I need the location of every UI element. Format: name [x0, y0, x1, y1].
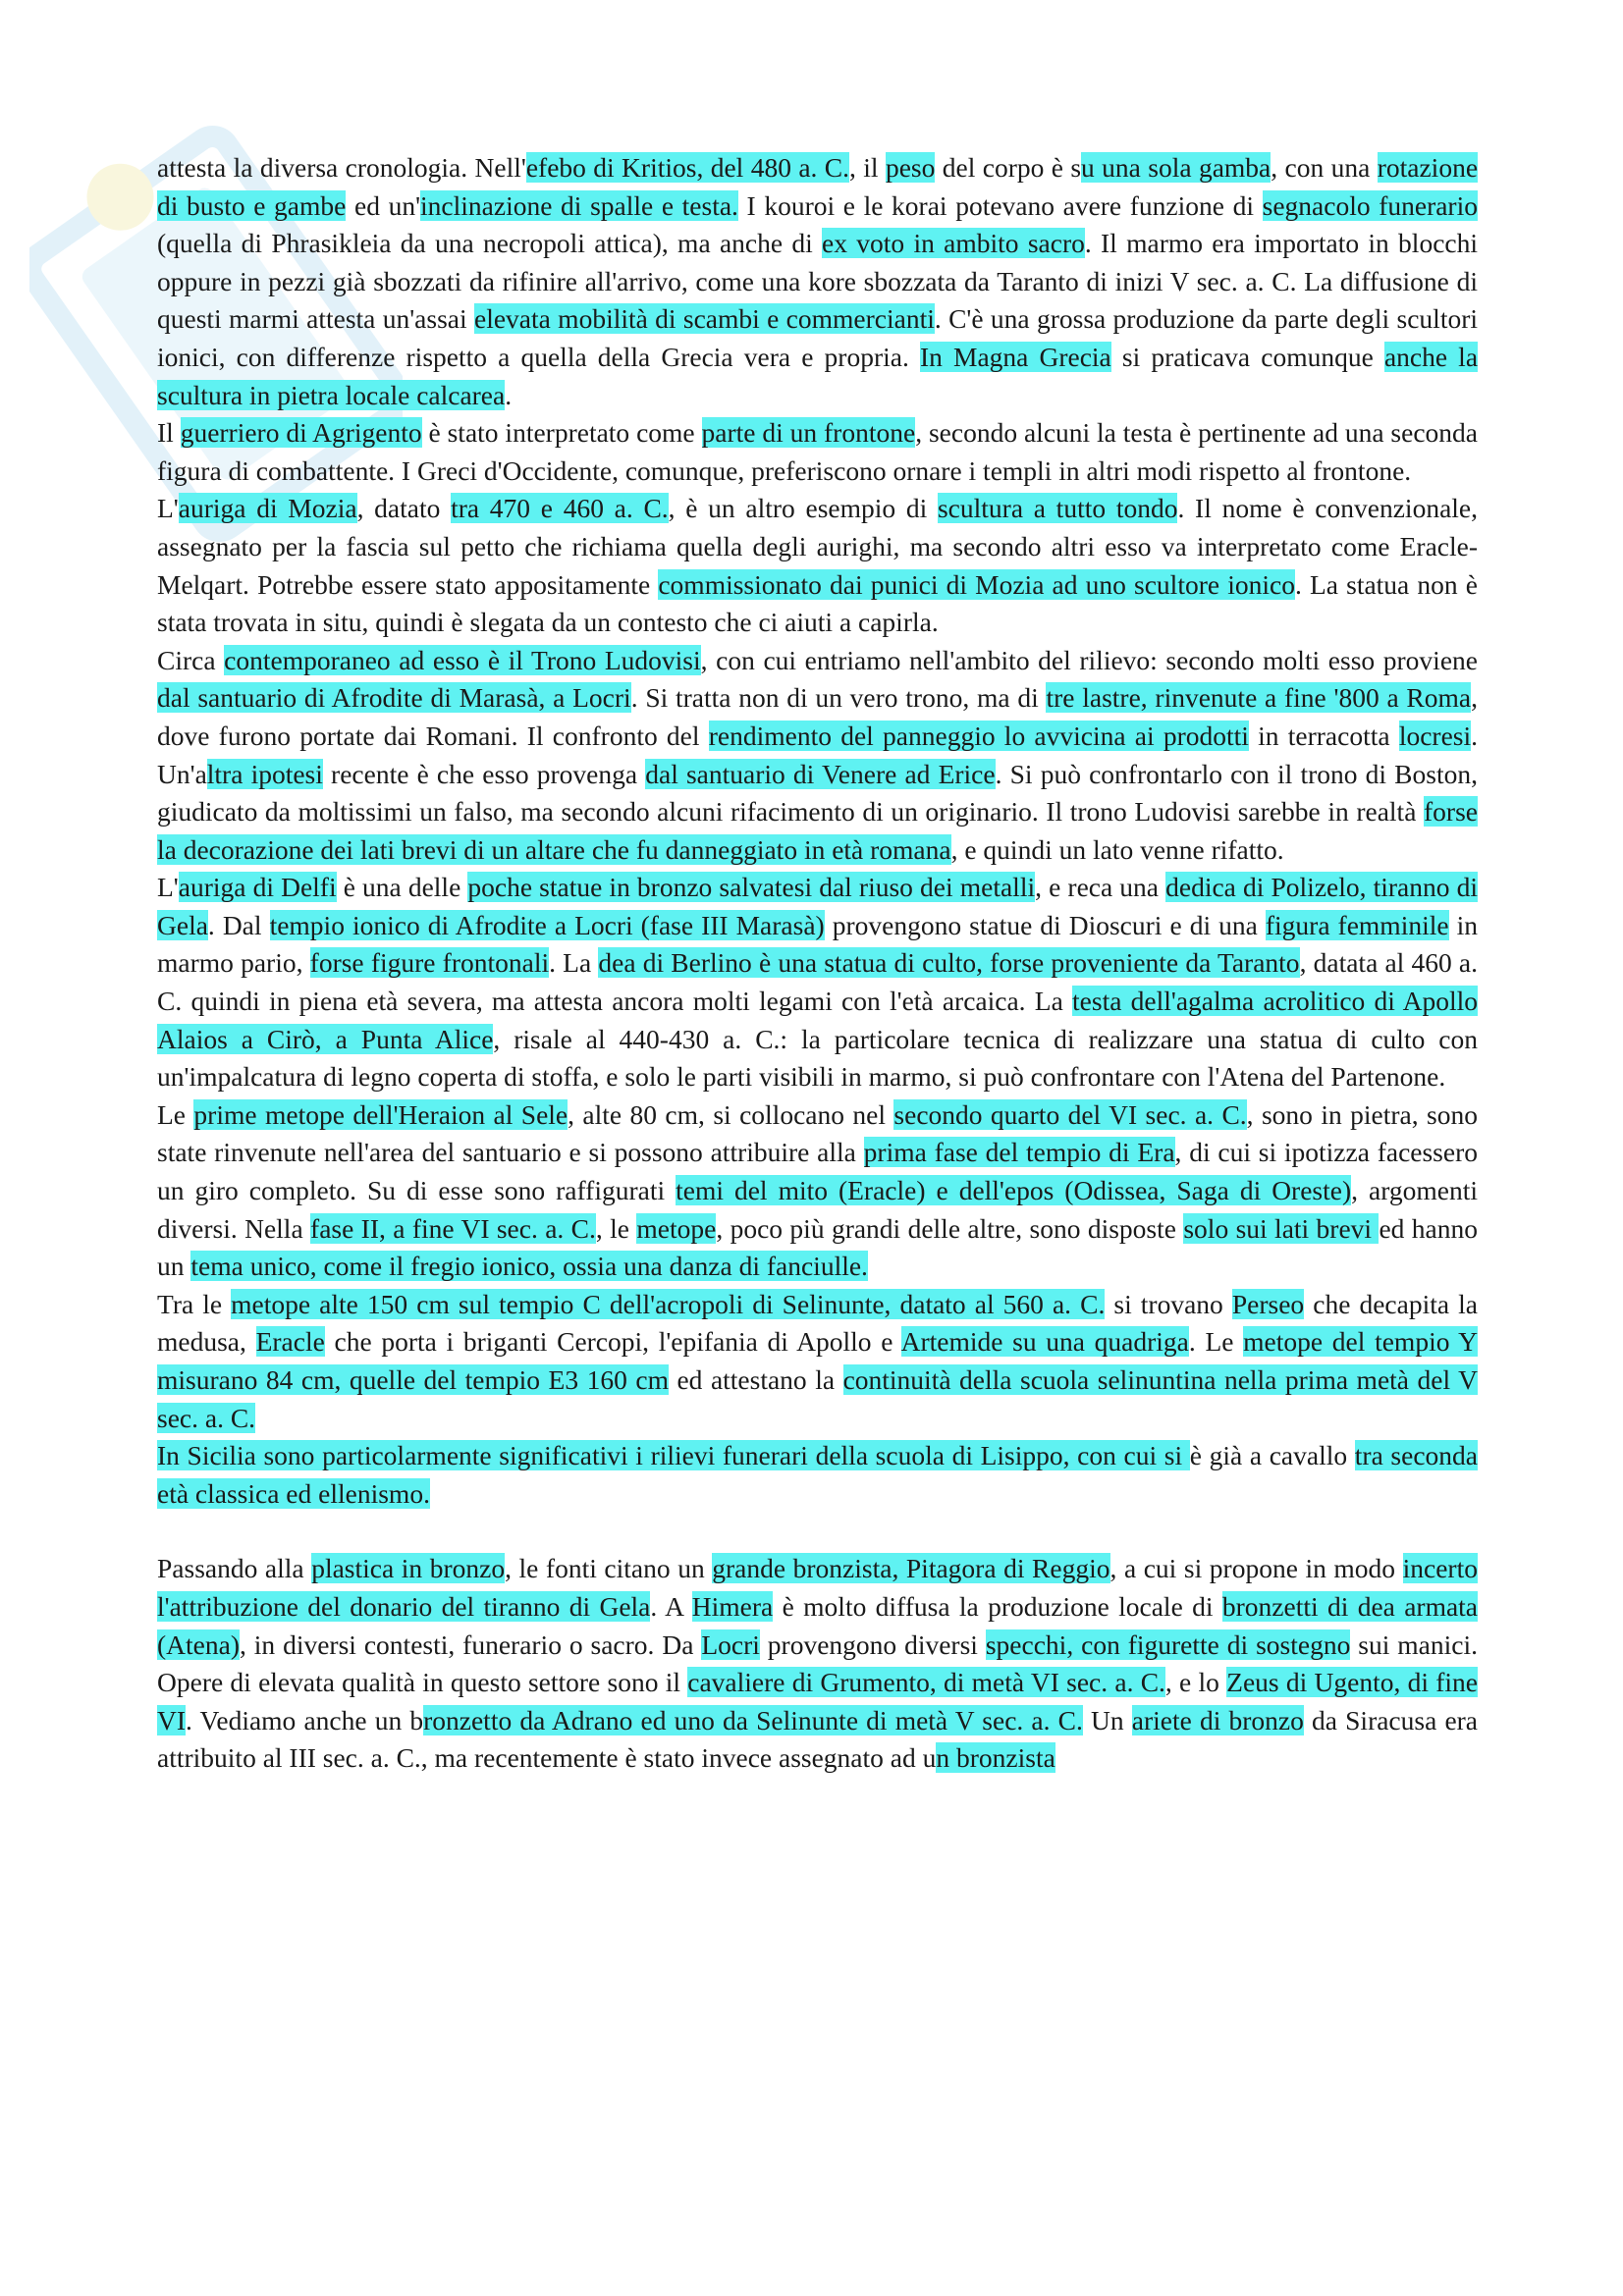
highlighted-text: parte di un frontone: [701, 417, 916, 449]
highlighted-text: efebo di Kritios, del 480 a. C.: [525, 152, 850, 183]
text-run: . La: [549, 947, 599, 979]
paragraph: [157, 1437, 1478, 1513]
text-run: Il: [157, 417, 181, 449]
text-run: , le: [595, 1212, 637, 1244]
highlighted-text: contemporaneo ad esso è il Trono Ludovisi: [224, 644, 701, 675]
highlighted-text: tre lastre, rinvenute a fine '800 a Roma: [1046, 682, 1472, 714]
highlighted-text: metope: [636, 1212, 717, 1244]
text-run: che decapita la medusa,: [157, 1288, 1478, 1358]
highlighted-text: metope alte 150 cm sul tempio C dell'acropoli di Selinunte, datato al 560 a. C.: [231, 1288, 1106, 1319]
highlighted-text: fase II, a fine VI sec. a. C.: [310, 1212, 596, 1244]
paragraph: [157, 414, 1478, 490]
highlighted-text: rotazione di busto e gambe: [157, 152, 1479, 221]
text-run: , datato: [356, 493, 452, 524]
text-run: .: [505, 379, 513, 410]
highlighted-text: prime metope dell'Heraion al Sele: [193, 1098, 568, 1130]
highlighted-text: commissionato dai punici di Mozia ad uno scultore ionico: [658, 568, 1295, 600]
text-run: . Le: [1188, 1326, 1244, 1358]
text-run: . Il nome è convenzionale, assegnato per la fascia sul petto che richiama quella degli aurighi, ma secondo altri esso va interpretato come Eracle-Melqart. Potrebbe essere stato appositamente: [157, 493, 1478, 600]
highlighted-text: dal santuario di Venere ad Erice: [645, 758, 996, 789]
highlighted-text: auriga di Mozia: [178, 493, 357, 524]
text-run: . Un'a: [157, 720, 1478, 789]
highlighted-text: inclinazione di spalle e testa.: [420, 189, 738, 221]
highlighted-text: Himera: [691, 1590, 774, 1622]
text-run: da Siracusa era attribuito al III sec. a. C., ma recentemente è stato invece assegnato ad u: [157, 1704, 1479, 1774]
paragraph-spacer: [157, 1513, 1478, 1550]
paragraph: [157, 869, 1478, 1096]
text-run: è molto diffusa la produzione locale di: [773, 1590, 1222, 1622]
text-run: . A: [650, 1590, 692, 1622]
text-run: . Dal: [207, 909, 270, 940]
text-run: in terracotta: [1248, 720, 1399, 751]
text-run: L': [157, 493, 179, 524]
highlighted-text: u una sola gamba: [1081, 152, 1271, 183]
highlighted-text: auriga di Delfi: [178, 872, 337, 903]
text-run: L': [157, 872, 179, 903]
text-run: sui manici. Opere di elevata qualità in questo settore sono il: [157, 1629, 1478, 1698]
text-run: Passando alla: [157, 1553, 312, 1584]
text-run: attesta la diversa cronologia. Nell': [157, 152, 526, 183]
text-run: Tra le: [157, 1288, 232, 1319]
highlighted-text: secondo quarto del VI sec. a. C.: [893, 1098, 1247, 1130]
text-run: , con una: [1271, 152, 1378, 183]
highlighted-text: tra seconda età classica ed ellenismo.: [157, 1440, 1479, 1509]
text-run: è una delle: [336, 872, 468, 903]
text-run: Circa: [157, 644, 225, 675]
highlighted-text: metope del tempio Y misurano 84 cm, quelle del tempio E3 160 cm: [157, 1326, 1478, 1395]
text-run: , sono in pietra, sono state rinvenute nell'area del santuario e si possono attribuire alla: [157, 1098, 1478, 1168]
highlighted-text: Eracle: [255, 1326, 325, 1358]
highlighted-text: testa dell'agalma acrolitico di Apollo Alaios a Cirò, a Punta Alice: [157, 986, 1478, 1054]
text-run: Le: [157, 1098, 194, 1130]
highlighted-text: figura femminile: [1265, 909, 1449, 940]
text-run: provengono diversi: [759, 1629, 986, 1660]
highlighted-text: Perseo: [1231, 1288, 1305, 1319]
text-run: , in diversi contesti, funerario o sacro. Da: [239, 1629, 702, 1660]
text-run: recente è che esso provenga: [322, 758, 646, 789]
text-run: , dove furono portate dai Romani. Il confronto del: [157, 682, 1478, 751]
highlighted-text: dea di Berlino è una statua di culto, forse proveniente da Taranto: [598, 947, 1300, 979]
paragraph: [157, 642, 1478, 870]
paragraph: [157, 1550, 1478, 1778]
text-run: , il: [849, 152, 886, 183]
highlighted-text: bronzetti di dea armata (Atena): [157, 1590, 1479, 1660]
text-run: , poco più grandi delle altre, sono disposte: [716, 1212, 1184, 1244]
highlighted-text: In Sicilia sono particolarmente significativi i rilievi funerari della scuola di Lisippo, con cui si: [157, 1440, 1190, 1471]
highlighted-text: ex voto in ambito sacro: [822, 228, 1085, 259]
text-run: ed un': [346, 189, 421, 221]
text-run: del corpo è s: [935, 152, 1082, 183]
text-run: che porta i briganti Cercopi, l'epifania di Apollo e: [324, 1326, 901, 1358]
text-run: ed attestano la: [668, 1364, 843, 1395]
text-run: , con cui entriamo nell'ambito del rilievo: secondo molti esso proviene: [700, 644, 1478, 675]
highlighted-text: In Magna Grecia: [919, 341, 1111, 372]
highlighted-text: Locri: [701, 1629, 760, 1660]
text-run: , di cui si ipotizza facessero un giro completo. Su di esse sono raffigurati: [157, 1137, 1478, 1206]
text-run: Un: [1082, 1704, 1132, 1735]
text-run: ed hanno un: [157, 1212, 1478, 1282]
text-run: , argomenti diversi. Nella: [157, 1175, 1478, 1244]
paragraph: [157, 149, 1478, 414]
text-run: è già a cavallo: [1189, 1440, 1355, 1471]
highlighted-text: Artemide su una quadriga: [900, 1326, 1189, 1358]
text-run: in marmo pario,: [157, 909, 1478, 979]
highlighted-text: temi del mito (Eracle) e dell'epos (Odissea, Saga di Oreste): [676, 1175, 1352, 1206]
text-run: . La statua non è stata trovata in situ, quindi è slegata da un contesto che ci aiuti a capirla.: [157, 568, 1478, 638]
text-run: . Si tratta non di un vero trono, ma di: [630, 682, 1047, 714]
text-run: , risale al 440-430 a. C.: la particolare tecnica di realizzare una statua di culto con un'impalcatura di legno coperta di stoffa, e solo le parti visibili in marmo, si può confrontare con l'Atena del Partenone.: [157, 1023, 1478, 1093]
highlighted-text: scultura a tutto tondo: [937, 493, 1178, 524]
text-run: , le fonti citano un: [505, 1553, 713, 1584]
text-run: (quella di Phrasikleia da una necropoli attica), ma anche di: [157, 228, 823, 259]
text-run: , secondo alcuni la testa è pertinente ad una seconda figura di combattente. I Greci d'Occidente, comunque, preferiscono ornare i templi in altri modi rispetto al frontone.: [157, 417, 1478, 486]
text-run: , alte 80 cm, si collocano nel: [568, 1098, 894, 1130]
highlighted-text: continuità della scuola selinuntina nella prima metà del V sec. a. C.: [157, 1364, 1478, 1433]
highlighted-text: n bronzista: [936, 1742, 1055, 1774]
highlighted-text: prima fase del tempio di Era: [863, 1137, 1175, 1168]
text-run: è stato interpretato come: [421, 417, 702, 449]
text-run: si trovano: [1105, 1288, 1232, 1319]
text-run: . Il marmo era importato in blocchi oppure in pezzi già sbozzati da rifinire all'arrivo, come una kore sbozzata da Taranto di inizi V sec. a. C. La diffusione di questi marmi attesta un'assai: [157, 228, 1479, 335]
highlighted-text: grande bronzista, Pitagora di Reggio: [712, 1553, 1110, 1584]
document-page: [157, 149, 1478, 1778]
text-run: . C'è una grossa produzione da parte degli scultori ionici, con differenze rispetto a quella della Grecia vera e propria.: [157, 303, 1479, 372]
text-run: si praticava comunque: [1110, 341, 1384, 372]
paragraph: [157, 1096, 1478, 1286]
highlighted-text: incerto l'attribuzione del donario del tiranno di Gela: [157, 1553, 1478, 1622]
highlighted-text: ariete di bronzo: [1131, 1704, 1304, 1735]
highlighted-text: ronzetto da Adrano ed uno da Selinunte di metà V sec. a. C.: [423, 1704, 1083, 1735]
highlighted-text: tempio ionico di Afrodite a Locri (fase III Marasà): [269, 909, 825, 940]
highlighted-text: guerriero di Agrigento: [180, 417, 422, 449]
highlighted-text: dedica di Polizelo, tiranno di Gela: [157, 872, 1479, 940]
text-run: , e reca una: [1035, 872, 1166, 903]
highlighted-text: plastica in bronzo: [311, 1553, 506, 1584]
text-run: , e quindi un lato venne rifatto.: [950, 833, 1284, 865]
paragraph: [157, 1286, 1478, 1437]
highlighted-text: forse figure frontonali: [309, 947, 550, 979]
highlighted-text: Zeus di Ugento, di fine VI: [157, 1667, 1478, 1735]
highlighted-text: poche statue in bronzo salvatesi dal riuso dei metalli: [467, 872, 1036, 903]
highlighted-text: cavaliere di Grumento, di metà VI sec. a. C.: [687, 1667, 1165, 1698]
highlighted-text: solo sui lati brevi: [1183, 1212, 1380, 1244]
highlighted-text: anche la scultura in pietra locale calcarea: [157, 341, 1479, 410]
text-run: , a cui si propone in modo: [1109, 1553, 1403, 1584]
highlighted-text: ltra ipotesi: [206, 758, 323, 789]
text-run: provengono statue di Dioscuri e di una: [824, 909, 1266, 940]
highlighted-text: specchi, con figurette di sostegno: [985, 1629, 1351, 1660]
highlighted-text: rendimento del panneggio lo avvicina ai prodotti: [708, 720, 1249, 751]
highlighted-text: forse la decorazione dei lati brevi di un altare che fu danneggiato in età romana: [157, 796, 1478, 865]
highlighted-text: dal santuario di Afrodite di Marasà, a Locri: [157, 682, 631, 714]
highlighted-text: peso: [885, 152, 936, 183]
highlighted-text: locresi: [1398, 720, 1472, 751]
text-run: , e lo: [1164, 1667, 1227, 1698]
text-run: , è un altro esempio di: [668, 493, 938, 524]
text-run: . Vediamo anche un b: [186, 1704, 424, 1735]
text-run: . Si può confrontarlo con il trono di Boston, giudicato da moltissimi un falso, ma secondo alcuni rifacimento di un originario. Il trono Ludovisi sarebbe in realtà: [157, 758, 1478, 828]
highlighted-text: segnacolo funerario: [1262, 189, 1478, 221]
text-run: I kouroi e le korai potevano avere funzione di: [737, 189, 1263, 221]
highlighted-text: tra 470 e 460 a. C.: [451, 493, 669, 524]
paragraph: [157, 490, 1478, 641]
highlighted-text: elevata mobilità di scambi e commercianti: [473, 303, 935, 335]
highlighted-text: tema unico, come il fregio ionico, ossia una danza di fanciulle.: [190, 1251, 868, 1282]
text-run: , datata al 460 a. C. quindi in piena età severa, ma attesta ancora molti legami con l'età arcaica. La: [157, 947, 1478, 1017]
